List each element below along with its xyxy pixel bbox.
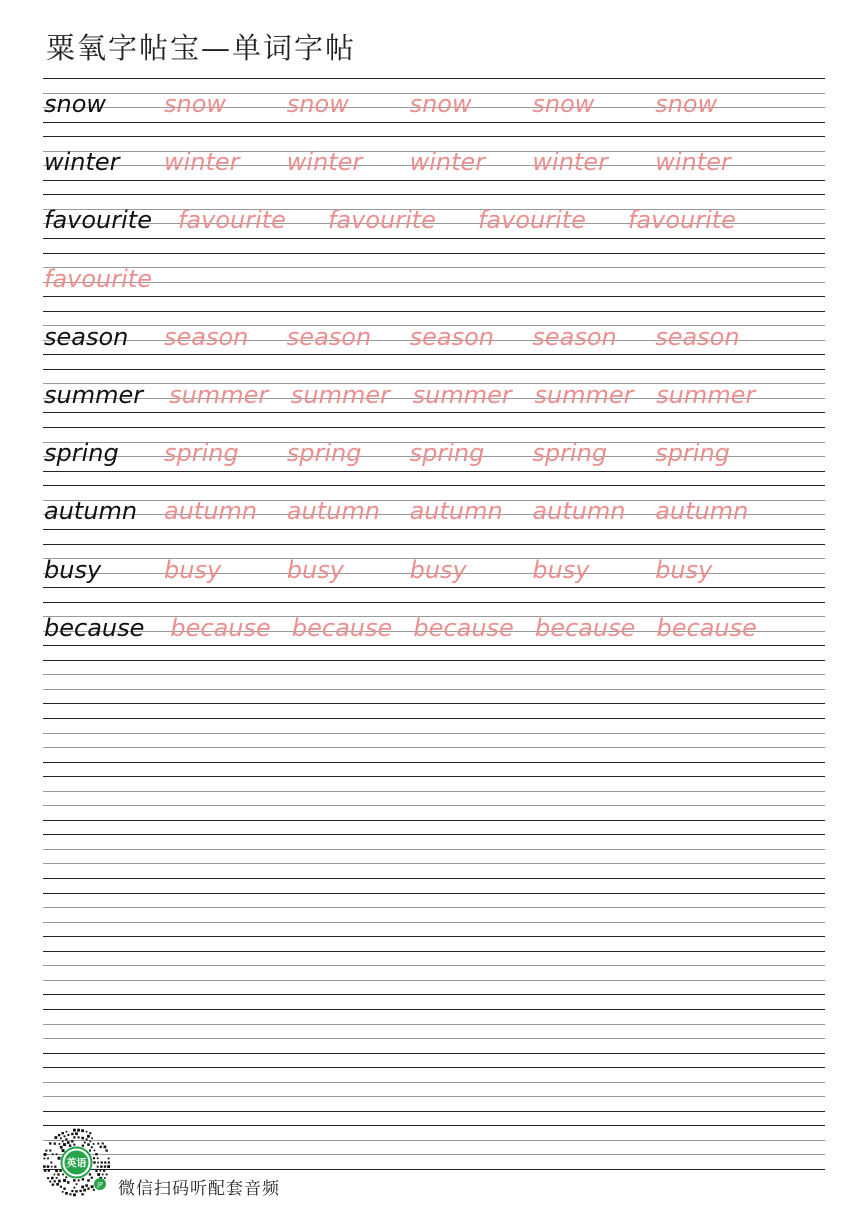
model-word: winter bbox=[44, 148, 120, 177]
qr-dot bbox=[55, 1169, 58, 1172]
word-row bbox=[43, 602, 825, 645]
qr-dot bbox=[58, 1180, 61, 1183]
qr-dot bbox=[104, 1161, 106, 1163]
guide-line-main bbox=[43, 878, 825, 879]
qr-dot bbox=[65, 1176, 67, 1178]
qr-dot bbox=[108, 1158, 110, 1160]
trace-word: autumn bbox=[532, 497, 626, 526]
trace-word: favourite bbox=[177, 206, 286, 235]
qr-dot bbox=[67, 1134, 69, 1136]
qr-dot bbox=[89, 1150, 91, 1152]
qr-dot bbox=[100, 1165, 102, 1167]
qr-dot bbox=[108, 1161, 110, 1163]
qr-dot bbox=[50, 1162, 52, 1164]
qr-dot bbox=[69, 1193, 71, 1195]
qr-dot bbox=[77, 1129, 80, 1132]
qr-dot bbox=[104, 1177, 106, 1179]
word-row bbox=[43, 194, 825, 237]
trace-word: season bbox=[655, 322, 740, 351]
trace-word: spring bbox=[286, 439, 362, 468]
qr-dot bbox=[67, 1141, 70, 1144]
qr-code[interactable] bbox=[41, 1127, 112, 1198]
model-word: summer bbox=[44, 380, 144, 409]
writing-band bbox=[43, 660, 825, 718]
guide-line-main bbox=[43, 587, 825, 588]
guide-line-main bbox=[43, 1111, 825, 1112]
qr-dot bbox=[87, 1179, 90, 1182]
guide-line-main bbox=[43, 951, 825, 952]
qr-dot bbox=[62, 1149, 65, 1152]
guide-line-middle bbox=[43, 689, 825, 690]
writing-band bbox=[43, 78, 825, 136]
trace-word: summer bbox=[169, 380, 269, 409]
qr-dot bbox=[81, 1137, 84, 1140]
qr-dot bbox=[60, 1137, 62, 1139]
qr-dot bbox=[91, 1137, 93, 1139]
qr-dot bbox=[47, 1177, 49, 1179]
guide-line-main bbox=[43, 820, 825, 821]
guide-line-middle bbox=[43, 747, 825, 748]
trace-word: autumn bbox=[655, 497, 749, 526]
trace-word: winter bbox=[655, 148, 731, 177]
trace-word: spring bbox=[409, 439, 485, 468]
qr-dot bbox=[43, 1165, 46, 1168]
model-word: spring bbox=[44, 439, 119, 468]
qr-dot bbox=[107, 1165, 110, 1168]
qr-dot bbox=[63, 1143, 66, 1146]
qr-dot bbox=[56, 1183, 59, 1186]
qr-dot bbox=[81, 1186, 84, 1189]
qr-dot bbox=[63, 1188, 65, 1190]
qr-dot bbox=[62, 1141, 64, 1143]
page-title: 粟氧字帖宝—单词字帖 bbox=[46, 31, 357, 65]
trace-word: autumn bbox=[164, 497, 258, 526]
guide-line-middle bbox=[43, 907, 825, 908]
word-row bbox=[43, 253, 825, 296]
model-word: because bbox=[44, 613, 145, 642]
writing-band bbox=[43, 1009, 825, 1067]
qr-dot bbox=[48, 1169, 50, 1171]
qr-dot bbox=[51, 1177, 54, 1180]
qr-dot bbox=[58, 1134, 60, 1136]
qr-dot bbox=[87, 1143, 90, 1146]
trace-word: because bbox=[291, 613, 393, 642]
trace-word: summer bbox=[412, 380, 512, 409]
qr-dot bbox=[52, 1153, 54, 1155]
word-row bbox=[43, 311, 825, 354]
guide-line-middle bbox=[43, 1082, 825, 1083]
trace-word: busy bbox=[532, 555, 590, 584]
qr-dot bbox=[66, 1131, 68, 1133]
qr-dot bbox=[65, 1192, 68, 1195]
qr-dot bbox=[65, 1138, 67, 1140]
guide-line-main bbox=[43, 762, 825, 763]
word-row bbox=[43, 485, 825, 528]
word-row bbox=[43, 369, 825, 412]
qr-dot bbox=[86, 1131, 88, 1133]
guide-line-middle bbox=[43, 1154, 825, 1155]
word-row bbox=[43, 544, 825, 587]
qr-dot bbox=[100, 1146, 102, 1148]
trace-word: spring bbox=[532, 439, 608, 468]
guide-line-main bbox=[43, 412, 825, 413]
qr-dot bbox=[91, 1185, 94, 1188]
guide-line-middle bbox=[43, 922, 825, 923]
guide-line-main bbox=[43, 703, 825, 704]
qr-dot bbox=[73, 1193, 76, 1196]
guide-line-middle bbox=[43, 733, 825, 734]
trace-word: spring bbox=[655, 439, 730, 468]
qr-dot bbox=[71, 1133, 73, 1135]
qr-dot bbox=[44, 1169, 46, 1171]
trace-word: autumn bbox=[286, 497, 380, 526]
qr-dot bbox=[83, 1189, 86, 1192]
qr-dot bbox=[67, 1181, 70, 1184]
trace-word: favourite bbox=[44, 264, 152, 293]
model-word: season bbox=[44, 322, 129, 351]
model-word: snow bbox=[44, 90, 107, 118]
trace-word: favourite bbox=[327, 206, 436, 235]
qr-dot bbox=[81, 1193, 83, 1195]
trace-word: snow bbox=[655, 90, 718, 118]
writing-band bbox=[43, 834, 825, 892]
qr-dot bbox=[106, 1173, 108, 1175]
writing-band bbox=[43, 427, 825, 485]
qr-dot bbox=[69, 1144, 71, 1146]
writing-band bbox=[43, 194, 825, 252]
trace-word: summer bbox=[534, 380, 634, 409]
qr-dot bbox=[60, 1186, 62, 1188]
guide-line-middle bbox=[43, 674, 825, 675]
qr-dot bbox=[73, 1136, 75, 1138]
model-word: favourite bbox=[44, 206, 152, 235]
writing-band bbox=[43, 776, 825, 834]
guide-line-main bbox=[43, 1067, 825, 1068]
trace-word: because bbox=[534, 613, 636, 642]
guide-line-middle bbox=[43, 1024, 825, 1025]
qr-dot bbox=[104, 1165, 106, 1167]
qr-dot bbox=[47, 1157, 49, 1159]
qr-dot bbox=[56, 1177, 58, 1179]
qr-dot bbox=[60, 1146, 63, 1149]
trace-word: favourite bbox=[627, 206, 736, 235]
word-row bbox=[43, 427, 825, 470]
trace-word: season bbox=[532, 322, 617, 351]
qr-dot bbox=[97, 1173, 100, 1176]
qr-dot bbox=[62, 1191, 64, 1193]
qr-dot bbox=[76, 1183, 78, 1185]
writing-band bbox=[43, 136, 825, 194]
qr-dot bbox=[57, 1173, 59, 1175]
qr-dot bbox=[54, 1166, 56, 1168]
qr-dot bbox=[54, 1136, 57, 1139]
guide-line-middle bbox=[43, 1038, 825, 1039]
qr-dot bbox=[97, 1162, 99, 1164]
guide-line-middle bbox=[43, 965, 825, 966]
qr-dot bbox=[54, 1174, 56, 1176]
qr-dot bbox=[103, 1169, 105, 1171]
qr-dot bbox=[64, 1135, 66, 1137]
guide-line-main bbox=[43, 718, 825, 719]
writing-band bbox=[43, 485, 825, 543]
qr-dot bbox=[82, 1145, 84, 1147]
qr-dot bbox=[89, 1132, 91, 1134]
qr-dot bbox=[93, 1143, 95, 1145]
guide-line-main bbox=[43, 776, 825, 777]
guide-line-main bbox=[43, 1009, 825, 1010]
guide-line-main bbox=[43, 354, 825, 355]
guide-line-main bbox=[43, 645, 825, 646]
writing-band bbox=[43, 893, 825, 951]
trace-word: spring bbox=[164, 439, 239, 468]
qr-dot bbox=[78, 1179, 80, 1181]
qr-dot bbox=[81, 1129, 84, 1132]
guide-line-main bbox=[43, 994, 825, 995]
qr-dot bbox=[97, 1166, 99, 1168]
qr-dot bbox=[82, 1178, 84, 1180]
trace-word: busy bbox=[286, 555, 344, 584]
trace-word: summer bbox=[290, 380, 390, 409]
guide-line-middle bbox=[43, 805, 825, 806]
trace-word: snow bbox=[164, 90, 227, 118]
qr-dot bbox=[104, 1146, 107, 1149]
qr-dot bbox=[43, 1158, 45, 1160]
qr-dot bbox=[54, 1142, 56, 1144]
guide-line-main bbox=[43, 936, 825, 937]
writing-band bbox=[43, 369, 825, 427]
trace-word: autumn bbox=[409, 497, 503, 526]
guide-line-middle bbox=[43, 863, 825, 864]
guide-line-main bbox=[43, 660, 825, 661]
qr-dot bbox=[49, 1181, 51, 1183]
qr-dot bbox=[63, 1179, 66, 1182]
qr-dot bbox=[102, 1174, 104, 1176]
qr-dot bbox=[51, 1166, 53, 1168]
word-row bbox=[43, 78, 825, 121]
qr-dot bbox=[71, 1140, 73, 1142]
qr-dot bbox=[54, 1180, 56, 1182]
writing-band bbox=[43, 951, 825, 1009]
guide-line-middle bbox=[43, 791, 825, 792]
qr-dot bbox=[56, 1153, 58, 1155]
writing-band bbox=[43, 544, 825, 602]
trace-word: winter bbox=[532, 148, 608, 177]
qr-dot bbox=[95, 1170, 97, 1172]
guide-line-middle bbox=[43, 1096, 825, 1097]
writing-band bbox=[43, 253, 825, 311]
trace-word: winter bbox=[286, 148, 363, 177]
guide-line-main bbox=[43, 893, 825, 894]
trace-word: season bbox=[409, 322, 494, 351]
writing-band bbox=[43, 602, 825, 660]
qr-small-badge-label: JP bbox=[97, 1181, 103, 1189]
qr-dot bbox=[73, 1129, 76, 1132]
qr-dot bbox=[75, 1190, 77, 1192]
qr-dot bbox=[89, 1141, 91, 1143]
guide-line-main bbox=[43, 238, 825, 239]
qr-dot bbox=[102, 1142, 104, 1144]
qr-dot bbox=[99, 1170, 101, 1172]
guide-line-main bbox=[43, 296, 825, 297]
qr-dot bbox=[73, 1144, 75, 1146]
trace-word: because bbox=[656, 613, 757, 642]
guide-line-main bbox=[43, 1053, 825, 1054]
qr-dot bbox=[97, 1157, 99, 1159]
qr-dot bbox=[44, 1153, 47, 1156]
writing-band bbox=[43, 311, 825, 369]
qr-dot bbox=[93, 1157, 95, 1159]
qr-dot bbox=[93, 1161, 95, 1163]
qr-dot bbox=[85, 1184, 88, 1187]
qr-dot bbox=[91, 1146, 93, 1148]
word-row bbox=[43, 136, 825, 179]
qr-badge-label: 英语 bbox=[66, 1158, 87, 1170]
writing-area bbox=[43, 78, 825, 1184]
qr-dot bbox=[87, 1188, 89, 1190]
qr-dot bbox=[61, 1132, 63, 1134]
trace-word: summer bbox=[656, 380, 756, 409]
qr-dot bbox=[59, 1143, 61, 1145]
qr-dot bbox=[91, 1177, 93, 1179]
qr-dot bbox=[86, 1138, 88, 1140]
qr-dot bbox=[74, 1187, 76, 1189]
trace-word: snow bbox=[532, 90, 595, 118]
qr-dot bbox=[62, 1174, 64, 1176]
trace-word: season bbox=[286, 322, 372, 351]
qr-dot bbox=[95, 1153, 97, 1155]
trace-word: winter bbox=[409, 148, 486, 177]
qr-dot bbox=[47, 1165, 50, 1168]
trace-word: because bbox=[413, 613, 514, 642]
qr-dot bbox=[93, 1189, 95, 1191]
trace-word: snow bbox=[409, 90, 472, 118]
qr-dot bbox=[71, 1190, 73, 1192]
trace-word: busy bbox=[164, 555, 222, 584]
qr-dot bbox=[94, 1150, 96, 1152]
qr-dot bbox=[52, 1183, 54, 1185]
qr-dot bbox=[105, 1149, 107, 1151]
qr-dot bbox=[84, 1142, 86, 1144]
qr-dot bbox=[49, 1142, 51, 1144]
qr-dot bbox=[101, 1161, 103, 1163]
writing-band bbox=[43, 718, 825, 776]
guide-line-main bbox=[43, 834, 825, 835]
qr-caption: 微信扫码听配套音频 bbox=[118, 1179, 280, 1199]
guide-line-middle bbox=[43, 849, 825, 850]
qr-dot bbox=[59, 1170, 61, 1172]
trace-word: season bbox=[164, 322, 249, 351]
qr-dot bbox=[97, 1143, 99, 1145]
qr-dot bbox=[87, 1135, 90, 1138]
guide-line-main bbox=[43, 1169, 825, 1170]
guide-line-main bbox=[43, 471, 825, 472]
qr-dot bbox=[75, 1132, 78, 1135]
trace-word: snow bbox=[286, 90, 349, 118]
trace-word: favourite bbox=[477, 206, 586, 235]
qr-dot bbox=[49, 1150, 51, 1152]
guide-line-main bbox=[43, 122, 825, 123]
trace-word: busy bbox=[655, 555, 713, 584]
qr-dot bbox=[78, 1136, 80, 1138]
trace-word: winter bbox=[164, 148, 240, 177]
qr-dot bbox=[89, 1173, 91, 1175]
guide-line-main bbox=[43, 180, 825, 181]
guide-line-main bbox=[43, 529, 825, 530]
trace-word: because bbox=[170, 613, 271, 642]
guide-line-main bbox=[43, 1125, 825, 1126]
qr-dot bbox=[79, 1190, 81, 1192]
guide-line-middle bbox=[43, 1140, 825, 1141]
qr-dot bbox=[58, 1157, 61, 1160]
qr-dot bbox=[45, 1150, 47, 1152]
trace-word: busy bbox=[409, 555, 467, 584]
writing-band bbox=[43, 1067, 825, 1125]
guide-line-middle bbox=[43, 980, 825, 981]
qr-dot bbox=[73, 1179, 76, 1182]
model-word: autumn bbox=[44, 497, 138, 526]
model-word: busy bbox=[44, 555, 102, 584]
